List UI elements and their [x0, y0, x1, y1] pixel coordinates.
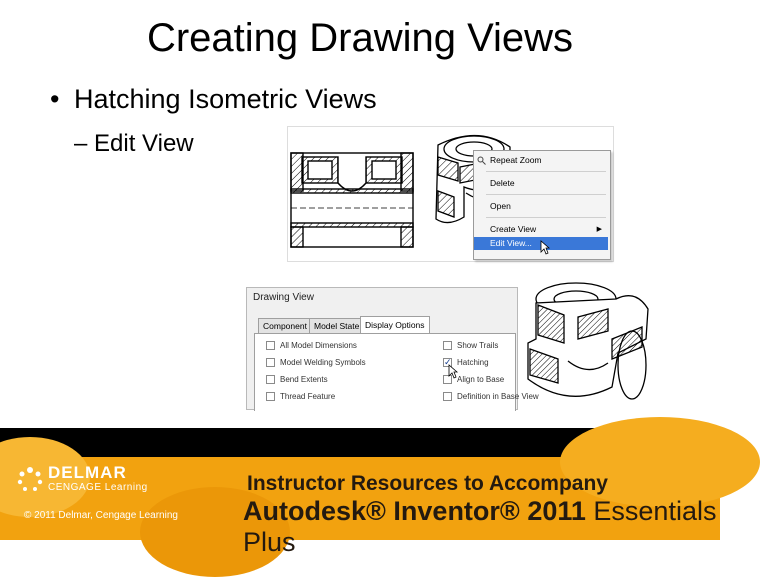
menu-separator: [486, 194, 606, 195]
delmar-wordmark: DELMAR: [48, 463, 127, 482]
option-label: Bend Extents: [280, 375, 328, 384]
option-thread-feature[interactable]: [266, 391, 335, 403]
option-label: Hatching: [457, 358, 489, 367]
menu-item-label: Delete: [490, 178, 515, 188]
menu-item-open[interactable]: [474, 200, 608, 213]
context-menu: [473, 150, 611, 260]
checkbox[interactable]: [266, 341, 275, 350]
option-model-welding-symbols[interactable]: [266, 357, 366, 369]
option-show-trails[interactable]: [443, 340, 498, 352]
zoom-icon: [477, 156, 486, 165]
option-bend-extents[interactable]: [266, 374, 328, 386]
option-label: Show Trails: [457, 341, 499, 350]
dialog-title: Drawing View: [253, 292, 314, 303]
option-label: Model Welding Symbols: [280, 358, 366, 367]
tab-display-options[interactable]: Display Options: [360, 316, 430, 333]
mouse-pointer-icon: [540, 240, 550, 255]
checkbox[interactable]: [266, 392, 275, 401]
menu-item-label: Open: [490, 201, 511, 211]
dialog-screenshot-bottom: [246, 269, 656, 410]
menu-separator: [486, 217, 606, 218]
bullet-text: Hatching Isometric Views: [74, 84, 377, 114]
option-label: Align to Base: [457, 375, 505, 384]
menu-item-create-view[interactable]: [474, 223, 608, 236]
menu-item-repeat-zoom[interactable]: [474, 154, 608, 167]
submenu-arrow-icon: ▶: [596, 226, 602, 233]
slide-title: Creating Drawing Views: [146, 16, 574, 60]
book-title-bold: Autodesk® Inventor® 2011: [243, 496, 586, 526]
checkbox[interactable]: [266, 358, 275, 367]
option-label: All Model Dimensions: [280, 341, 357, 350]
checkbox[interactable]: [443, 392, 452, 401]
option-label: Thread Feature: [280, 392, 336, 401]
menu-separator: [486, 171, 606, 172]
menu-item-label: Edit View...: [490, 238, 532, 248]
menu-item-delete[interactable]: [474, 177, 608, 190]
hatched-isometric-part-image: [508, 269, 656, 410]
menu-item-label: Create View: [490, 224, 537, 234]
option-label: Definition in Base View: [457, 392, 539, 401]
checkbox[interactable]: [266, 375, 275, 384]
delmar-logo-icon: [16, 465, 44, 493]
option-all-model-dimensions[interactable]: [266, 340, 357, 352]
mouse-pointer-icon: [448, 364, 458, 379]
sub-bullet-text: – Edit View: [74, 130, 194, 157]
bullet-item: [50, 84, 377, 115]
checkbox[interactable]: [443, 341, 452, 350]
menu-item-label: Repeat Zoom: [490, 155, 542, 165]
tab-component[interactable]: Component: [258, 318, 312, 333]
bullet-marker: •: [50, 84, 60, 114]
book-title-rest: Essentials Plus: [243, 496, 717, 557]
cengage-wordmark: CENGAGE Learning: [48, 482, 148, 493]
display-options-panel: [254, 333, 539, 411]
instructor-resources-heading: Instructor Resources to Accompany: [247, 472, 608, 495]
copyright-text: © 2011 Delmar, Cengage Learning: [24, 510, 178, 521]
footer-banner: [0, 457, 720, 557]
drawing-view-dialog: [246, 287, 539, 410]
book-title: [243, 496, 720, 558]
tab-model-state[interactable]: Model State: [309, 318, 364, 333]
